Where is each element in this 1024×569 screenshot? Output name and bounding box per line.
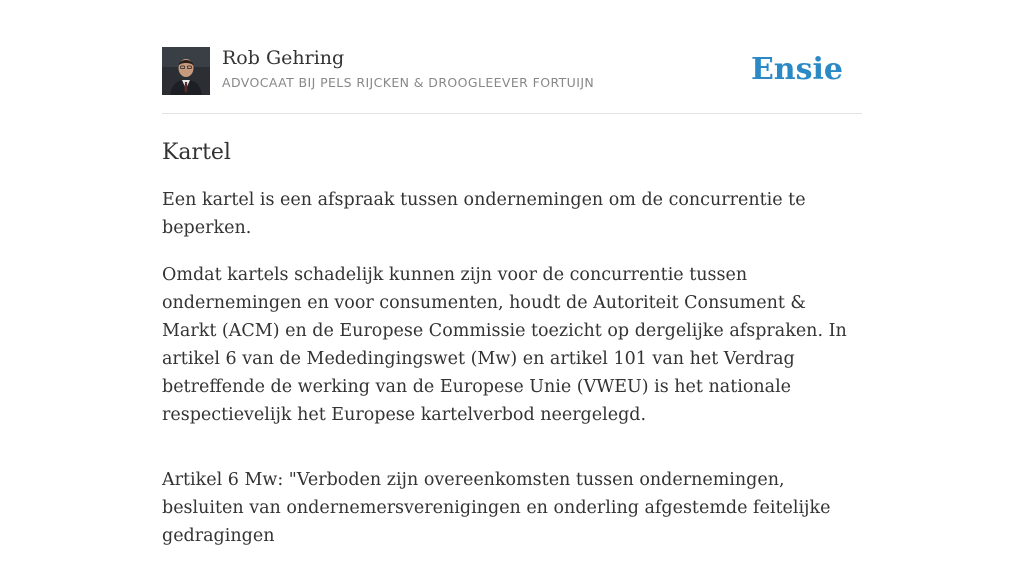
ensie-logo[interactable]: Ensie: [750, 52, 843, 87]
article-content: [162, 136, 862, 569]
author-avatar[interactable]: [162, 47, 210, 95]
author-header: [162, 46, 862, 114]
author-name[interactable]: Rob Gehring: [222, 47, 345, 69]
author-role: ADVOCAAT BIJ PELS RIJCKEN & DROOGLEEVER FORTUIJN: [222, 75, 595, 90]
avatar-portrait-icon: [162, 47, 210, 95]
article-paragraph: Omdat kartels schadelijk kunnen zijn voor de concurrentie tussen ondernemingen en voor consumenten, houdt de Autoriteit Consument & Markt (ACM) en de Europese Commissie toezicht op dergelijke afspraken. In artikel 6 van de Mededingingswet (Mw) en artikel 101 van het Verdrag betreffende de werking van de Europese Unie (VWEU) is het nationale respectievelijk het Europese kartelverbod neergelegd.: [162, 265, 847, 425]
article-title: Kartel: [162, 140, 231, 165]
article-paragraph: Artikel 6 Mw: "Verboden zijn overeenkomsten tussen ondernemingen, besluiten van ondernemersverenigingen en onderling afgestemde feitelijke gedragingen: [162, 470, 831, 546]
article-paragraph: Een kartel is een afspraak tussen ondernemingen om de concurrentie te beperken.: [162, 190, 806, 238]
